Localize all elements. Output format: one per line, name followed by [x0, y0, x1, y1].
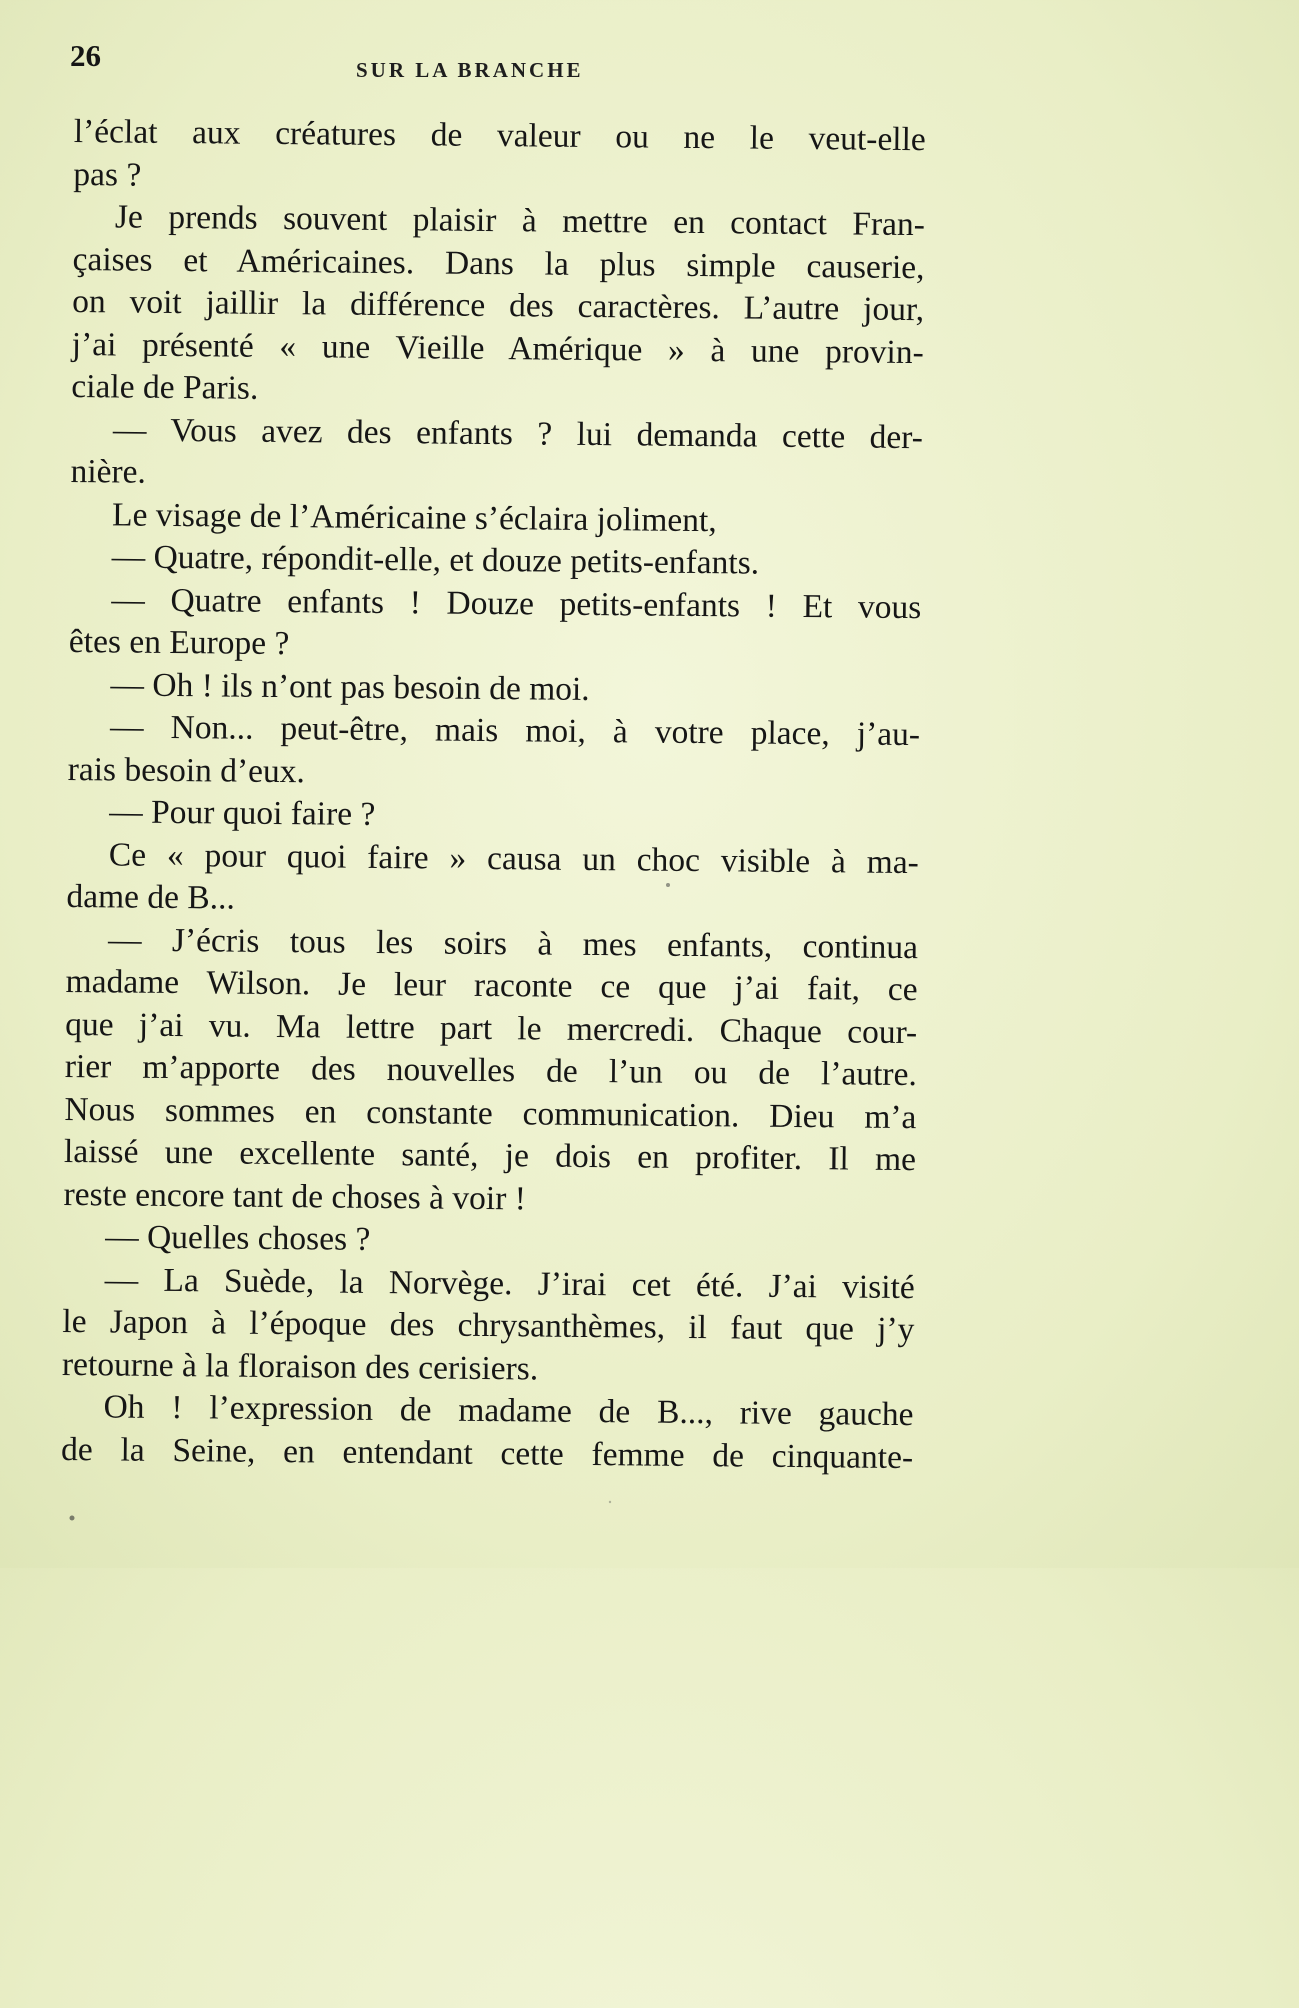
text-line: reste encore tant de choses à voir !	[63, 1175, 527, 1217]
text-line: que j’ai vu. Ma lettre part le mercredi. Chaque cour-	[65, 1005, 918, 1051]
text-line: — Non... peut-être, mais moi, à votre place, j’au-	[109, 708, 921, 754]
text-line: Nous sommes en constante communication. Dieu m’a	[64, 1090, 917, 1136]
text-line: — J’écris tous les soirs à mes enfants, continua	[107, 920, 919, 966]
text-line: on voit jaillir la différence des caractères. L’autre jour,	[71, 282, 925, 329]
text-line: le Japon à l’époque des chrysanthèmes, il faut que j’y	[62, 1302, 915, 1349]
text-line: ciale de Paris.	[71, 367, 259, 407]
text-line: — Vous avez des enfants ? lui demanda cette der-	[112, 410, 924, 456]
text-line: madame Wilson. Je leur raconte ce que j’ai fait, ce	[65, 962, 918, 1009]
text-line: rais besoin d’eux.	[67, 750, 306, 790]
text-line: Je prends souvent plaisir à mettre en contact Fran-	[114, 198, 926, 244]
text-line: Ce « pour quoi faire » causa un choc visible à ma-	[108, 835, 920, 881]
text-line: nière.	[70, 452, 147, 491]
text-line: j’ai présenté « une Vieille Amérique » à une provin-	[71, 325, 924, 371]
text-line: çaises et Américaines. Dans la plus simple causerie,	[72, 240, 925, 286]
text-line: laissé une excellente santé, je dois en profiter. Il me	[63, 1132, 917, 1179]
text-line: l’éclat aux créatures de valeur ou ne le veut-elle	[73, 112, 926, 159]
text-line: rier m’apporte des nouvelles de l’un ou de l’autre.	[64, 1047, 917, 1094]
text-line: — Pour quoi faire ?	[109, 793, 376, 833]
text-line: retourne à la floraison des cerisiers.	[61, 1345, 539, 1388]
text-line: Oh ! l’expression de madame de B..., rive gauche	[103, 1388, 914, 1434]
text-line: de la Seine, en entendant cette femme de cinquante-	[60, 1430, 914, 1476]
text-line: — Quatre enfants ! Douze petits-enfants ! Et vous	[111, 580, 922, 626]
text-line: — Oh ! ils n’ont pas besoin de moi.	[110, 665, 590, 708]
body-text	[61, 111, 926, 1479]
text-line: êtes en Europe ?	[68, 622, 290, 663]
text-line: dame de B...	[66, 877, 236, 917]
text-line: — Quelles choses ?	[105, 1218, 371, 1258]
running-title: SUR LA BRANCHE	[356, 58, 584, 82]
text-line: Le visage de l’Américaine s’éclaira joliment,	[111, 495, 717, 539]
text-line: — La Suède, la Norvège. J’irai cet été. J’ai visité	[104, 1260, 915, 1306]
text-line: — Quatre, répondit-elle, et douze petits-enfants.	[111, 538, 760, 582]
page-number: 26	[70, 38, 101, 73]
text-line: pas ?	[73, 155, 142, 194]
